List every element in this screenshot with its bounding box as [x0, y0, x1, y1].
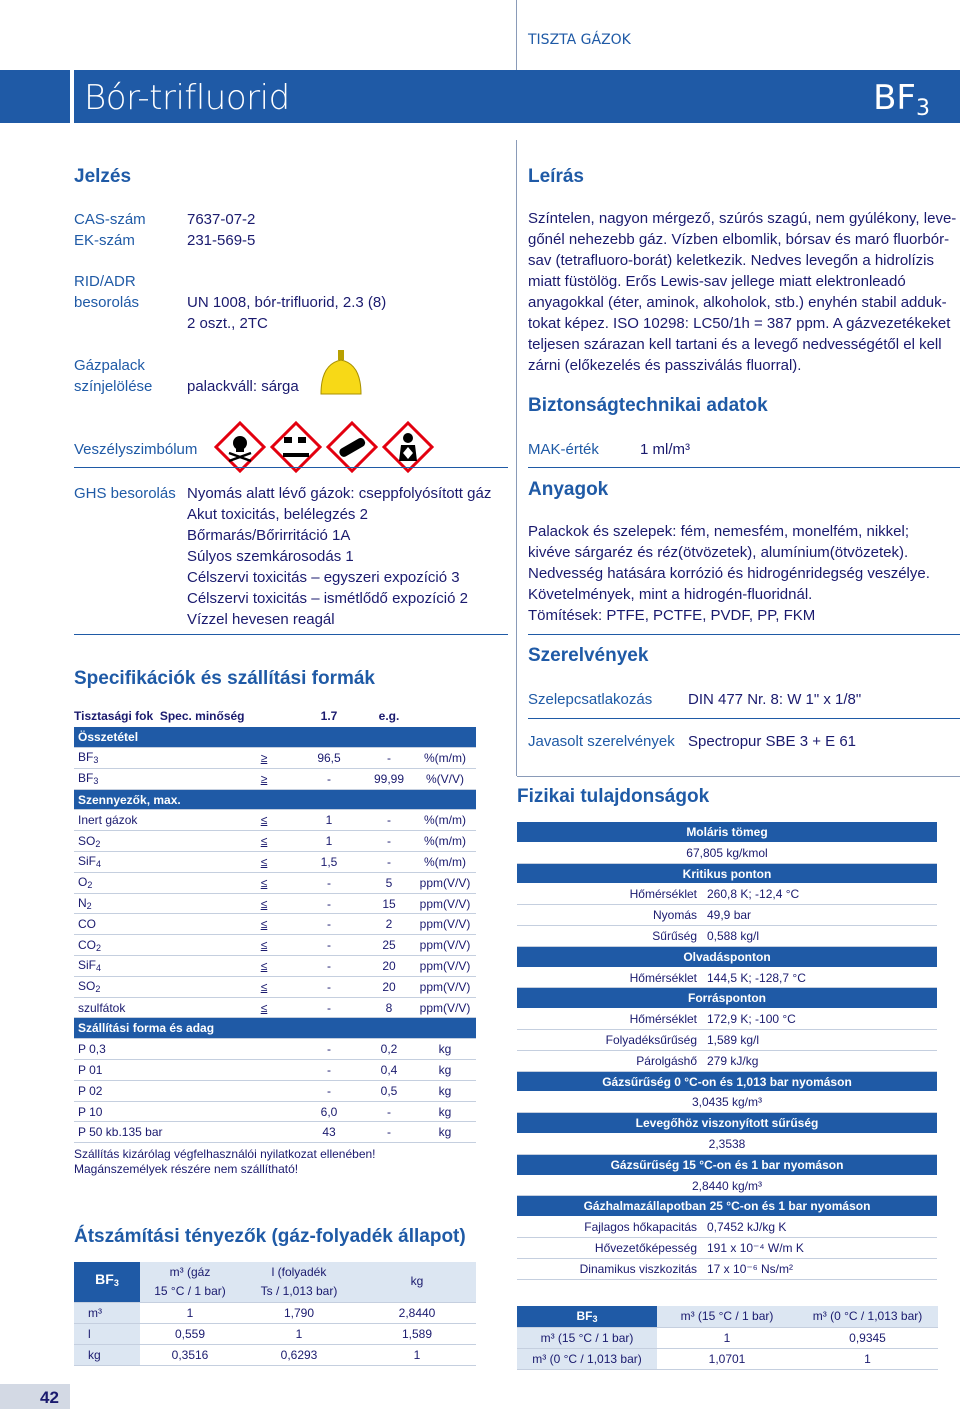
table-row: Sűrűség 0,588 kg/l — [517, 926, 937, 947]
mak-value: 1 ml/m³ — [640, 441, 690, 458]
conversion-heading: Átszámítási tényezők (gáz-folyadék állapot) — [74, 1226, 466, 1247]
gas-phase-header: Gázhalmazállapotban 25 °C-on és 1 bar nyomáson — [517, 1196, 937, 1217]
ghs-pictograms — [214, 421, 434, 473]
gas-density-15-header: Gázsűrűség 15 °C-on és 1 bar nyomáson — [517, 1155, 937, 1176]
recommended-label: Javasolt szerelvények — [528, 733, 675, 750]
cylinder-label-2: színjelölése — [74, 378, 153, 395]
description-text: Színtelen, nagyon mérgező, szúrós szagú, nem gyúlékony, leve- gőnél nehezebb gáz. Vízben elbomlik, bórsav és maró fluorbór- sav (tetrafluoro-borát) keletkezik. Nedves levegőn a hidrolízis miatt füstölög. Erős Lewis-sav jellege miatt elektronleadó anyagokkal (éter, aminok, alkoholok, stb.) enyhén stabil adduk- tokat képez. ISO 10298: LC50/1h = 387 ppm. A gázvezetékeket teljesen szárazan kell tartani és a levegő nedvességétől el kell zárni (előkezelés és passziválás fluorral). — [528, 210, 957, 374]
table-row: Folyadéksűrűség 1,589 kg/l — [517, 1030, 937, 1051]
relative-density-value: 2,3538 — [517, 1134, 937, 1155]
identification-heading: Jelzés — [74, 166, 132, 187]
table-row: P 50 kb.135 bar 43 - kg — [74, 1122, 476, 1143]
ghs-label: GHS besorolás — [74, 485, 176, 502]
title-bar — [0, 70, 960, 123]
physical-table — [517, 822, 937, 1280]
table-row: Hőmérséklet 260,8 K; -12,4 °C — [517, 884, 937, 905]
table-row: Hőmérséklet 172,9 K; -100 °C — [517, 1009, 937, 1030]
table-row: Fajlagos hőkapacitás 0,7452 kJ/kg K — [517, 1217, 937, 1238]
table-row: m³ (15 °C / 1 bar) 1 0,9345 — [517, 1327, 938, 1348]
table-row: $N_2$ ≤ - 15 ppm(V/V) — [74, 893, 476, 914]
table-row: m³ (0 °C / 1,013 bar) 1,0701 1 — [517, 1348, 938, 1369]
ghs-item: Célszervi toxicitás – egyszeri expozíció 3 — [187, 569, 460, 586]
skull-crossbones-icon — [216, 423, 264, 471]
yellow-cylinder-shoulder-icon — [318, 350, 364, 396]
hazard-label: Veszélyszimbólum — [74, 441, 198, 458]
gas-density-0-header: Gázsűrűség 0 °C-on és 1,013 bar nyomáson — [517, 1072, 937, 1093]
table-row: $O_2$ ≤ - 5 ppm(V/V) — [74, 872, 476, 893]
table-row: m³ 1 1,790 2,8440 — [74, 1302, 476, 1323]
table-row: P 01 - 0,4 kg — [74, 1060, 476, 1081]
cylinder-label-1: Gázpalack — [74, 357, 145, 374]
rid-value-1: UN 1008, bór-trifluorid, 2.3 (8) — [187, 294, 387, 311]
spec-heading: Specifikációk és szállítási formák — [74, 668, 375, 689]
page-number: 42 — [40, 1388, 59, 1407]
table-row: P 02 - 0,5 kg — [74, 1080, 476, 1101]
rid-value-2: 2 oszt., 2TC — [187, 315, 268, 332]
table-row: $SO_2$ ≤ - 20 ppm(V/V) — [74, 976, 476, 997]
valve-label: Szelepcsatlakozás — [528, 691, 653, 708]
table-row: szulfátok ≤ - 8 ppm(V/V) — [74, 997, 476, 1018]
description-heading: Leírás — [528, 166, 584, 187]
mak-label: MAK-érték — [528, 441, 599, 458]
divider — [517, 776, 960, 777]
table-row: SiF$_4$ ≤ 1,5 - %(m/m) — [74, 852, 476, 873]
divider — [74, 634, 508, 635]
delivery-note: Szállítás kizárólag végfelhasználói nyilatkozat ellenében! Magánszemélyek részére nem szállítható! — [74, 1147, 376, 1176]
table-row: Hőmérséklet 144,5 K; -128,7 °C — [517, 968, 937, 989]
divider — [74, 467, 508, 468]
table-row: kg 0,3516 0,6293 1 — [74, 1344, 476, 1365]
composition-header: Összetétel — [74, 727, 476, 748]
divider — [528, 718, 960, 719]
rid-label-2: besorolás — [74, 294, 140, 311]
table-row: l 0,559 1 1,589 — [74, 1323, 476, 1344]
rid-label-1: RID/ADR — [74, 273, 136, 290]
gas-density-15-value: 2,8440 kg/m³ — [517, 1176, 937, 1197]
ghs-item: Súlyos szemkárosodás 1 — [187, 548, 354, 565]
gas-density-0-value: 3,0435 kg/m³ — [517, 1092, 937, 1113]
delivery-header: Szállítási forma és adag — [74, 1018, 476, 1039]
ek-value: 231-569-5 — [187, 232, 256, 249]
table-row: Inert gázok ≤ 1 - %(m/m) — [74, 810, 476, 831]
materials-text: Palackok és szelepek: fém, nemesfém, monelfém, nikkel; kivéve sárgaréz és réz(ötvözetek), alumínium(ötvözetek). Nedvesség hatására korrózió és hidrogénridegség veszélye. Követelmények, mint a hidrogén-fluoridnál. Tömítések: PTFE, PCTFE, PVDF, PP, FKM — [528, 523, 930, 624]
divider — [528, 634, 960, 635]
gas-cylinder-icon — [328, 423, 376, 471]
ghs-list — [187, 483, 491, 630]
page-number-box — [0, 1384, 70, 1409]
formula: $BF_3$ — [873, 78, 930, 121]
conversion-table: $BF_3$ m³ (gáz 15 °C / 1 bar) l (folyadék Ts / 1,013 bar) kg m³ 1 1,790 2,8440 l 0,559 1 1,589 kg 0,3516 0,6293 1 — [74, 1262, 476, 1366]
table-row: Párolgáshő 279 kJ/kg — [517, 1051, 937, 1072]
table-row: $SO_2$ ≤ 1 - %(m/m) — [74, 831, 476, 852]
ek-label: EK-szám — [74, 232, 135, 249]
table-row: P 0,3 - 0,2 kg — [74, 1039, 476, 1060]
ghs-item: Célszervi toxicitás – ismétlődő expozíció 2 — [187, 590, 468, 607]
category-label: TISZTA GÁZOK — [528, 32, 631, 48]
fittings-heading: Szerelvények — [528, 645, 649, 666]
impurities-header: Szennyezők, max. — [74, 789, 476, 810]
table-row: Hővezetőképesség 191 x 10⁻⁴ W/m K — [517, 1238, 937, 1259]
cas-label: CAS-szám — [74, 211, 146, 228]
table-row: $BF_3$ ≥ - 99,99 %(V/V) — [74, 768, 476, 789]
relative-density-header: Levegőhöz viszonyított sűrűség — [517, 1113, 937, 1134]
header-divider — [516, 0, 517, 70]
table-row: P 10 6,0 - kg — [74, 1101, 476, 1122]
table-row: $CO_2$ ≤ - 25 ppm(V/V) — [74, 935, 476, 956]
page-title: Bór-trifluorid — [84, 78, 290, 118]
molar-header: Moláris tömeg — [517, 822, 937, 843]
melting-header: Olvadásponton — [517, 947, 937, 968]
ghs-item: Vízzel hevesen reagál — [187, 611, 335, 628]
valve-value: DIN 477 Nr. 8: W 1" x 1/8" — [688, 691, 862, 708]
table-row: CO ≤ - 2 ppm(V/V) — [74, 914, 476, 935]
table-row: $BF_3$ ≥ 96,5 - %(m/m) — [74, 748, 476, 769]
ratio-table: $BF_3$ m³ (15 °C / 1 bar) m³ (0 °C / 1,013 bar) m³ (15 °C / 1 bar) 1 0,9345 m³ (0 °C / 1,013 bar) 1,0701 1 — [517, 1306, 938, 1370]
recommended-value: Spectropur SBE 3 + E 61 — [688, 733, 857, 750]
divider — [528, 467, 960, 468]
molar-value: 67,805 kg/kmol — [517, 843, 937, 864]
ghs-item: Akut toxicitás, belélegzés 2 — [187, 506, 368, 523]
critical-header: Kritikus ponton — [517, 864, 937, 885]
column-divider — [516, 140, 517, 776]
safety-heading: Biztonságtechnikai adatok — [528, 395, 768, 416]
ghs-item: Nyomás alatt lévő gázok: cseppfolyósított gáz — [187, 485, 492, 502]
physical-heading: Fizikai tulajdonságok — [517, 786, 710, 807]
table-row: Nyomás 49,9 bar — [517, 905, 937, 926]
spec-table: Tisztasági fok Spec. minőség 1.7 e.g. Összetétel $BF_3$ ≥ 96,5 - %(m/m) $BF_3$ ≥ - 99,99 %(V/V) Szennyezők, max. Inert gázok ≤ 1 - %(m/m) $SO_2$ ≤ 1 - %(m/m) SiF$_4$ ≤ 1,5 - %(m/m) $O_2$ ≤ - 5 ppm(V/V) $N_2$ ≤ - 15 ppm(V/V) CO ≤ - 2 ppm(V/V) $CO_2$ ≤ - 25 ppm(V/V) SiF$_4$ ≤ - 20 ppm(V/V) $SO_2$ ≤ - 20 ppm(V/V) szulfátok ≤ - 8 ppm(V/V) Szállítási forma és adag P 0,3 - 0,2 kg P 01 - 0,4 kg P 02 - 0,5 kg P 10 6,0 - kg P 50 kb.135 bar 43 - kg — [74, 706, 476, 1143]
cylinder-value: palackváll: sárga — [187, 378, 299, 395]
materials-heading: Anyagok — [528, 479, 609, 500]
ghs-item: Bőrmarás/Bőrirritáció 1A — [187, 527, 351, 544]
corrosion-icon — [272, 423, 320, 471]
boiling-header: Forrásponton — [517, 988, 937, 1009]
cas-value: 7637-07-2 — [187, 211, 256, 228]
table-row: SiF$_4$ ≤ - 20 ppm(V/V) — [74, 956, 476, 977]
table-row: Dinamikus viszkozitás 17 x 10⁻⁶ Ns/m² — [517, 1259, 937, 1280]
health-hazard-icon — [384, 423, 432, 471]
